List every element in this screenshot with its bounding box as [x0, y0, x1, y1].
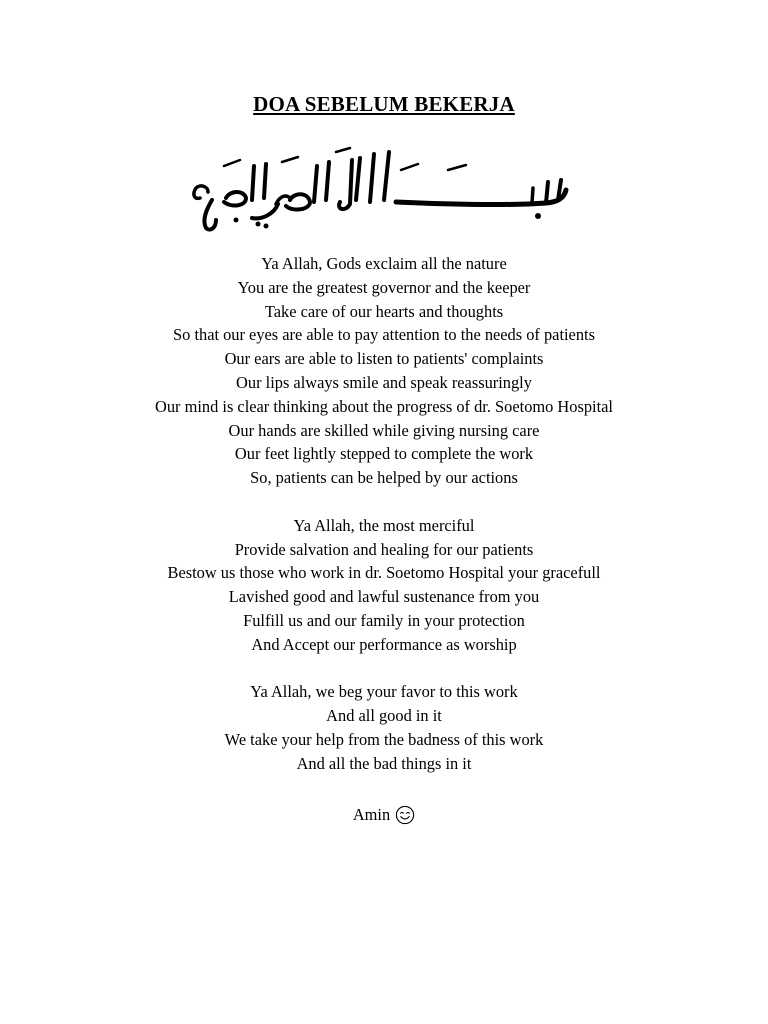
basmala-calligraphy-image	[186, 140, 581, 235]
prayer-body	[0, 252, 768, 776]
prayer-line: Ya Allah, Gods exclaim all the nature	[261, 254, 507, 273]
prayer-line: You are the greatest governor and the keeper	[237, 277, 531, 297]
prayer-line: Ya Allah, the most merciful	[293, 515, 475, 535]
smiley-face-icon	[395, 805, 415, 825]
prayer-line: Our mind is clear thinking about the progress of dr. Soetomo Hospital	[155, 396, 613, 416]
prayer-line: So that our eyes are able to pay attention to the needs of patients	[173, 325, 595, 345]
prayer-line: Our ears are able to listen to patients' complaints	[224, 349, 544, 369]
document-title: DOA SEBELUM BEKERJA	[253, 92, 515, 116]
stanza-gap	[0, 490, 768, 514]
closing-text: Amin	[352, 805, 391, 824]
prayer-line: We take your help from the badness of this work	[224, 729, 544, 749]
prayer-line: Take care of our hearts and thoughts	[264, 301, 504, 321]
prayer-line: Fulfill us and our family in your protection	[243, 610, 525, 630]
prayer-line: Our hands are skilled while giving nursing care	[228, 420, 540, 440]
prayer-line: Lavished good and lawful sustenance from you	[228, 587, 540, 607]
prayer-line: And Accept our performance as worship	[251, 634, 517, 654]
prayer-line: And all the bad things in it	[296, 753, 472, 773]
prayer-line: Our lips always smile and speak reassuringly	[236, 372, 532, 392]
prayer-line: Bestow us those who work in dr. Soetomo Hospital your gracefull	[167, 563, 601, 583]
basmala-calligraphy	[186, 140, 581, 235]
prayer-stanza	[0, 680, 768, 775]
prayer-line: Provide salvation and healing for our patients	[234, 539, 534, 559]
prayer-line: And all good in it	[326, 706, 442, 726]
prayer-stanza	[0, 252, 768, 490]
stanza-gap	[0, 657, 768, 681]
prayer-line: Our feet lightly stepped to complete the work	[234, 444, 534, 464]
prayer-line: So, patients can be helped by our actions	[250, 468, 518, 488]
closing-line	[0, 800, 768, 830]
prayer-line: Ya Allah, we beg your favor to this work	[250, 682, 518, 702]
prayer-stanza	[0, 514, 768, 657]
